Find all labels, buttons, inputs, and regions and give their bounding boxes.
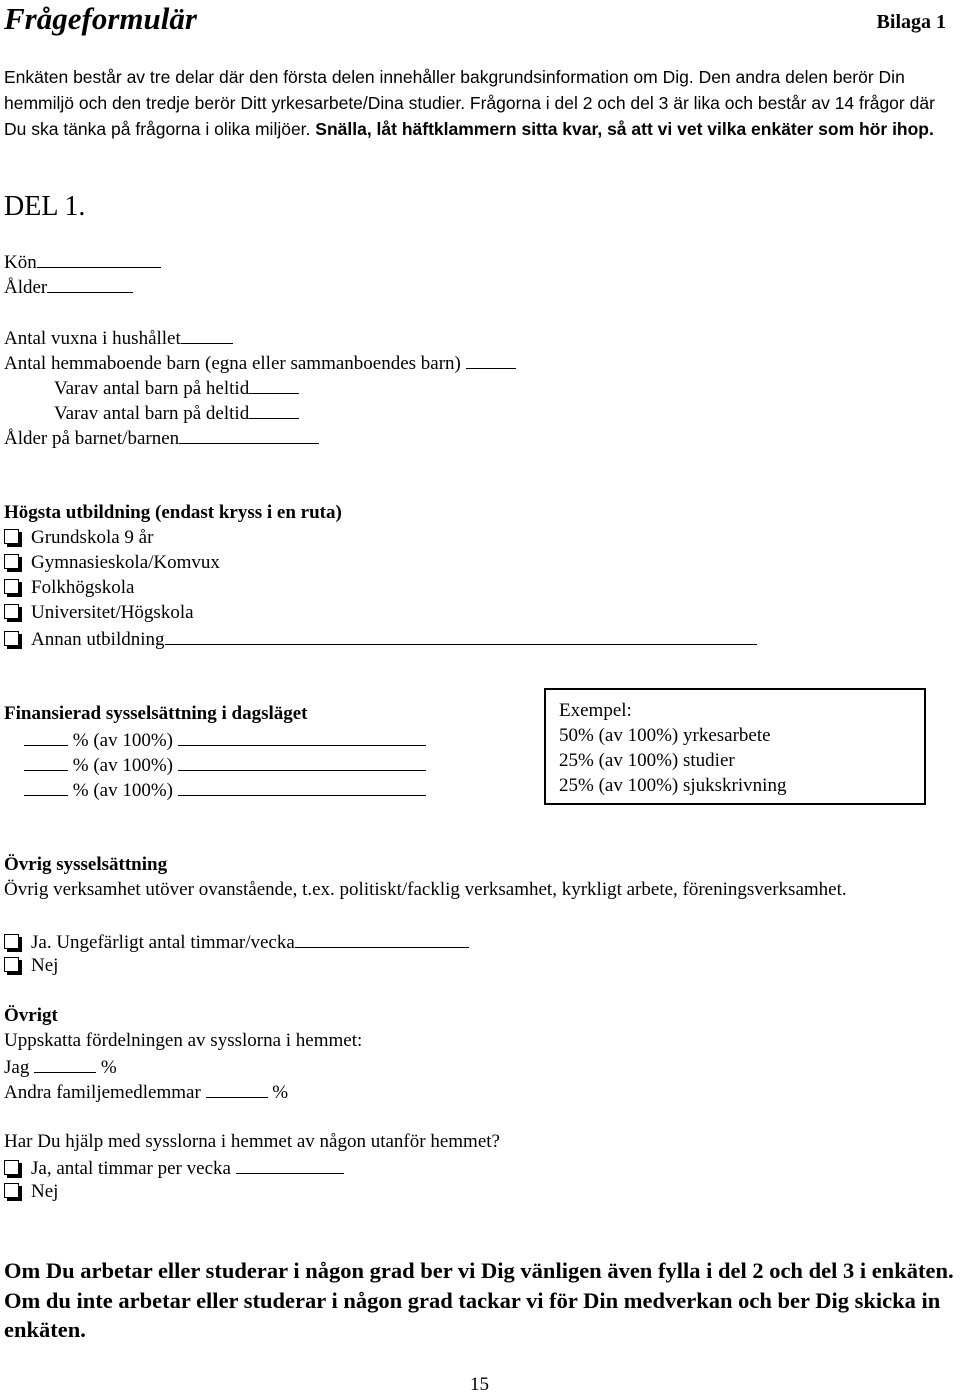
- education-option-label: Universitet/Högskola: [31, 602, 194, 623]
- children-label: Antal hemmaboende barn (egna eller sammanboendes barn): [4, 353, 461, 374]
- child-age-field[interactable]: [179, 424, 319, 444]
- children-field[interactable]: [466, 349, 516, 369]
- age-row: [4, 273, 133, 300]
- education-option-label: Folkhögskola: [31, 577, 135, 598]
- checkbox-icon[interactable]: [4, 957, 19, 972]
- checkbox-icon[interactable]: [4, 529, 19, 544]
- gender-field[interactable]: [37, 248, 161, 268]
- education-option[interactable]: [4, 625, 757, 652]
- closing-instructions: Om Du arbetar eller studerar i någon grad ber vi Dig vänligen även fylla i del 2 och del 3 i enkäten. Om du inte arbetar eller studerar i någon grad tackar vi för Din medverkan och ber Dig skicka in enkäten.: [4, 1258, 954, 1342]
- other-employment-yes-label: Ja. Ungefärligt antal timmar/vecka: [31, 932, 295, 953]
- distribution-question: Uppskatta fördelningen av sysslorna i hemmet:: [4, 1030, 363, 1051]
- employment-row: [24, 776, 426, 803]
- help-no[interactable]: [4, 1179, 58, 1204]
- checkbox-icon[interactable]: [4, 631, 19, 646]
- employment-activity-field[interactable]: [178, 751, 426, 771]
- help-question: Har Du hjälp med sysslorna i hemmet av någon utanför hemmet?: [4, 1131, 500, 1152]
- checkbox-icon[interactable]: [4, 1160, 19, 1175]
- employment-percent-field[interactable]: [24, 751, 68, 771]
- employment-row-label: % (av 100%): [72, 780, 173, 801]
- adults-field[interactable]: [181, 324, 233, 344]
- education-option-label: Annan utbildning: [31, 629, 165, 650]
- family-label: Andra familjemedlemmar: [4, 1082, 201, 1103]
- intro-paragraph: [4, 64, 954, 142]
- intro-text: Enkäten består av tre delar där den första delen innehåller bakgrundsinformation om Dig. Den andra delen berör Din hemmiljö och den tredje berör Ditt yrkesarbete/Dina studier. Frågorna i del 2 och del 3 är lika och består av 14 frågor där Du ska tänka på frågorna i olika miljöer.: [4, 67, 935, 139]
- child-age-row: [4, 424, 319, 451]
- me-percent-field[interactable]: [34, 1053, 96, 1073]
- fulltime-label: Varav antal barn på heltid: [54, 378, 250, 399]
- employment-heading: Finansierad sysselsättning i dagsläget: [4, 703, 308, 724]
- help-no-label: Nej: [31, 1181, 59, 1202]
- other-education-field[interactable]: [165, 625, 757, 645]
- intro-emphasis: Snälla, låt häftklammern sitta kvar, så att vi vet vilka enkäter som hör ihop.: [315, 119, 934, 139]
- example-line: 50% (av 100%) yrkesarbete: [559, 725, 771, 746]
- checkbox-icon[interactable]: [4, 934, 19, 949]
- help-yes-label: Ja, antal timmar per vecka: [31, 1158, 231, 1179]
- family-percent-field[interactable]: [206, 1078, 268, 1098]
- education-option[interactable]: [4, 550, 220, 575]
- page-number: 15: [470, 1374, 489, 1395]
- age-label: Ålder: [4, 277, 48, 298]
- employment-activity-field[interactable]: [178, 776, 426, 796]
- gender-row: [4, 248, 161, 275]
- employment-percent-field[interactable]: [24, 726, 68, 746]
- education-heading: Högsta utbildning (endast kryss i en ruta): [4, 502, 342, 523]
- fulltime-row: [54, 374, 299, 401]
- example-line: 25% (av 100%) studier: [559, 750, 735, 771]
- parttime-field[interactable]: [249, 399, 299, 419]
- example-title: Exempel:: [559, 700, 632, 721]
- other-employment-no[interactable]: [4, 953, 58, 978]
- help-yes[interactable]: [4, 1154, 344, 1181]
- parttime-row: [54, 399, 299, 426]
- other-employment-no-label: Nej: [31, 955, 59, 976]
- checkbox-icon[interactable]: [4, 579, 19, 594]
- education-option[interactable]: [4, 525, 153, 550]
- age-field[interactable]: [47, 273, 133, 293]
- education-option-label: Grundskola 9 år: [31, 527, 154, 548]
- help-hours-field[interactable]: [236, 1154, 344, 1174]
- checkbox-icon[interactable]: [4, 1183, 19, 1198]
- checkbox-icon[interactable]: [4, 604, 19, 619]
- adults-label: Antal vuxna i hushållet: [4, 328, 181, 349]
- form-title: Frågeformulär: [4, 1, 197, 36]
- percent-sign: %: [100, 1057, 117, 1078]
- gender-label: Kön: [4, 252, 37, 273]
- part-heading: DEL 1.: [4, 191, 86, 222]
- other-employment-yes[interactable]: [4, 928, 469, 955]
- employment-row: [24, 726, 426, 753]
- children-row: [4, 349, 516, 376]
- employment-row-label: % (av 100%): [72, 730, 173, 751]
- employment-activity-field[interactable]: [178, 726, 426, 746]
- parttime-label: Varav antal barn på deltid: [54, 403, 250, 424]
- child-age-label: Ålder på barnet/barnen: [4, 428, 180, 449]
- me-row: [4, 1053, 117, 1080]
- employment-row: [24, 751, 426, 778]
- education-option[interactable]: [4, 600, 194, 625]
- hours-per-week-field[interactable]: [295, 928, 469, 948]
- adults-row: [4, 324, 233, 351]
- education-option[interactable]: [4, 575, 134, 600]
- checkbox-icon[interactable]: [4, 554, 19, 569]
- me-label: Jag: [4, 1057, 30, 1078]
- employment-percent-field[interactable]: [24, 776, 68, 796]
- education-option-label: Gymnasieskola/Komvux: [31, 552, 220, 573]
- fulltime-field[interactable]: [249, 374, 299, 394]
- family-row: [4, 1078, 288, 1105]
- employment-row-label: % (av 100%): [72, 755, 173, 776]
- percent-sign: %: [272, 1082, 289, 1103]
- appendix-label: Bilaga 1: [876, 11, 946, 33]
- example-line: 25% (av 100%) sjukskrivning: [559, 775, 787, 796]
- example-box: [544, 688, 926, 805]
- other-heading: Övrigt: [4, 1005, 58, 1026]
- other-employment-question: Övrig verksamhet utöver ovanstående, t.ex. politiskt/facklig verksamhet, kyrkligt arbete, föreningsverksamhet.: [4, 879, 847, 900]
- other-employment-heading: Övrig sysselsättning: [4, 854, 168, 875]
